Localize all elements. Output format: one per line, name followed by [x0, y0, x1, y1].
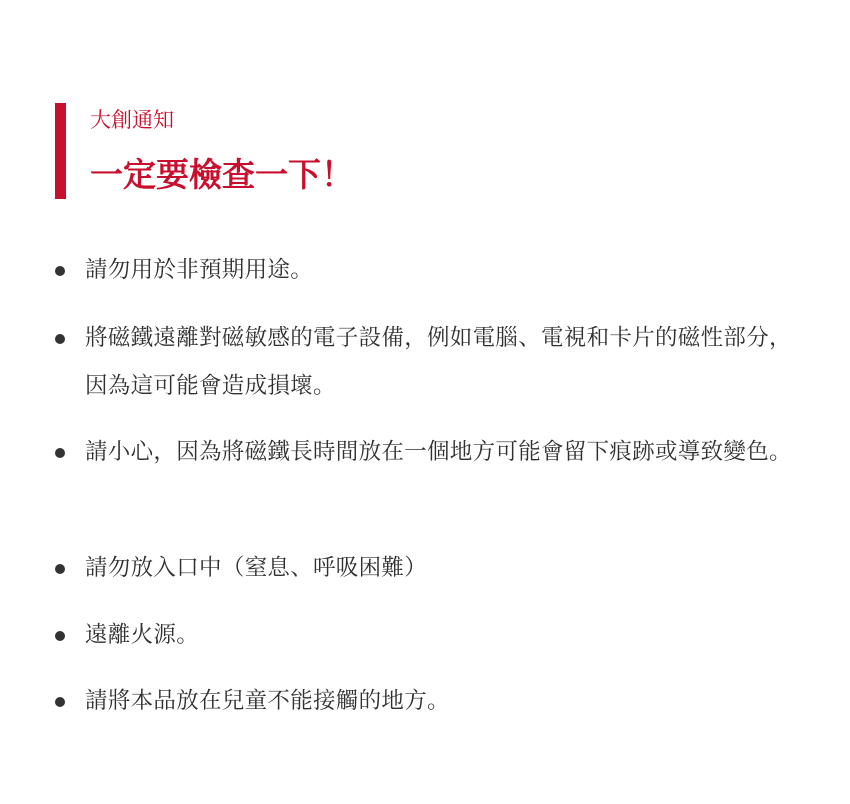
notice-text: 請將本品放在兒童不能接觸的地方。: [85, 688, 450, 714]
notice-text: 請勿用於非預期用途。: [85, 257, 314, 283]
bullet-icon: [55, 448, 65, 458]
notice-header: [55, 103, 354, 199]
notice-text: 將磁鐵遠離對磁敏感的電子設備，例如電腦、電視和卡片的磁性部分，因為這可能會造成損壞。: [85, 325, 792, 399]
notice-title: 一定要檢查一下！: [90, 155, 354, 194]
bullet-icon: [55, 564, 65, 574]
bullet-icon: [55, 334, 65, 344]
notice-text: 請小心，因為將磁鐵長時間放在一個地方可能會留下痕跡或導致變色。: [85, 439, 792, 465]
notice-subtitle: 大創通知: [90, 108, 174, 132]
notice-text: 遠離火源。: [85, 622, 200, 648]
bullet-icon: [55, 697, 65, 707]
bullet-icon: [55, 266, 65, 276]
notice-text: 請勿放入口中（窒息、呼吸困難）: [85, 555, 428, 581]
bullet-icon: [55, 631, 65, 641]
